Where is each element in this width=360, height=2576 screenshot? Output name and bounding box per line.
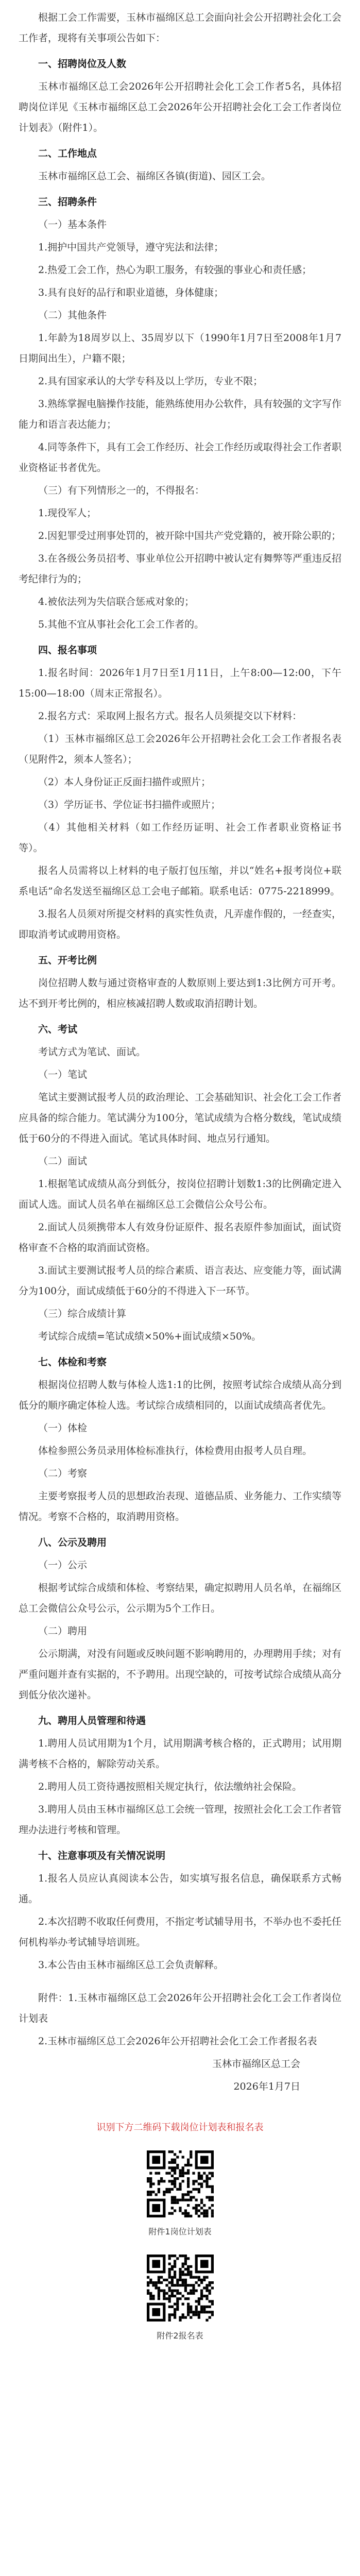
paragraph: 附件：1.玉林市福绵区总工会2026年公开招聘社会化工会工作者岗位计划表	[19, 1992, 341, 2024]
paragraph: （二）聘用	[38, 1625, 88, 1637]
paragraph: （二）考察	[38, 1468, 88, 1479]
paragraph: 笔试主要测试报考人员的政治理论、工会基础知识、社会化工会工作者应具备的综合能力。笔试满分为100分，笔试成绩为合格分数线，笔试成绩低于60分的不得进入面试。笔试具体时间、地点另行通知。	[19, 1092, 342, 1144]
qr-label-1: 附件1岗位计划表	[148, 2227, 212, 2236]
paragraph: （一）基本条件	[38, 219, 107, 230]
paragraph: 2.聘用人员工资待遇按照相关规定执行，依法缴纳社会保险。	[38, 1781, 302, 1792]
paragraph: （二）面试	[38, 1156, 88, 1167]
paragraph: 公示期满，对没有问题或反映问题不影响聘用的，办理聘用手续；对有严重问题并查有实据的，不予聘用。出现空缺的，可按考试综合成绩从高分到低分依次递补。	[19, 1648, 342, 1701]
paragraph: 考试方式为笔试、面试。	[38, 1046, 146, 1058]
announcement-body	[19, 7, 341, 2052]
paragraph: 3.本公告由玉林市福绵区总工会负责解释。	[38, 1959, 224, 1971]
paragraph: 3.聘用人员由玉林市福绵区总工会统一管理，按照社会化工会工作者管理办法进行考核和管理。	[19, 1804, 341, 1836]
paragraph: 3.熟练掌握电脑操作技能，能熟练使用办公软件，具有较强的文字写作能力和语言表达能力；	[19, 398, 341, 430]
paragraph: 1.年龄为18周岁以上、35周岁以下（1990年1月7日至2008年1月7日期间出生），户籍不限；	[19, 332, 341, 364]
qr-code-icon[interactable]	[147, 2255, 214, 2321]
paragraph: 体检参照公务员录用体检标准执行，体检费用由报考人员自理。	[38, 1445, 313, 1456]
section-heading: 八、公示及聘用	[38, 1537, 107, 1548]
paragraph: 3.具有良好的品行和职业道德，身体健康；	[38, 287, 224, 298]
paragraph: 2.热爱工会工作，热心为职工服务，有较强的事业心和责任感；	[38, 264, 312, 276]
paragraph: （二）其他条件	[38, 310, 107, 321]
paragraph: 4.同等条件下，具有工会工作经历、社会工作经历或取得社会工作者职业资格证书者优先。	[19, 442, 341, 473]
paragraph: 岗位招聘人数与通过资格审查的人数原则上要达到1:3比例方可开考。达不到开考比例的，相应核减招聘人数或取消招聘计划。	[19, 977, 341, 1009]
paragraph: 玉林市福绵区总工会2026年公开招聘社会化工会工作者5名，具体招聘岗位详见《玉林市福绵区总工会2026年公开招聘社会化工会工作者岗位计划表》（附件1）。	[19, 81, 341, 133]
section-heading: 一、招聘岗位及人数	[38, 58, 127, 70]
paragraph: 3.面试主要测试报考人员的综合素质、语言表达、应变能力等，面试满分为100分，面试成绩低于60分的不得进入下一环节。	[19, 1265, 341, 1297]
paragraph: 2.玉林市福绵区总工会2026年公开招聘社会化工会工作者报名表	[38, 2036, 317, 2047]
paragraph: 1.现役军人；	[38, 507, 97, 519]
section-heading: 三、招聘条件	[38, 196, 97, 208]
paragraph: 2.因犯罪受过刑事处罚的，被开除中国共产党党籍的，被开除公职的；	[38, 530, 341, 541]
paragraph: 2.本次招聘不收取任何费用，不指定考试辅导用书，不举办也不委托任何机构举办考试辅导培训班。	[19, 1916, 341, 1948]
paragraph: （3）学历证书、学位证书扫描件或照片；	[38, 799, 221, 810]
paragraph: 1.拥护中国共产党领导，遵守宪法和法律；	[38, 242, 224, 253]
qr-block-1	[19, 2150, 341, 2242]
section-heading: 九、聘用人员管理和待遇	[38, 1715, 146, 1726]
paragraph: （2）本人身份证正反面扫描件或照片；	[38, 776, 211, 788]
paragraph: （4）其他相关材料（如工作经历证明、社会工作者职业资格证书等）。	[19, 822, 341, 854]
section-heading: 二、工作地点	[38, 148, 97, 159]
paragraph: 根据工会工作需要，玉林市福绵区总工会面向社会公开招聘社会化工会工作者，现将有关事项公告如下：	[19, 12, 342, 44]
paragraph: 1.报名时间：2026年1月7日至1月11日，上午8:00—12:00，下午15:00—18:00（周末正常报名）。	[19, 667, 341, 699]
paragraph: 4.被依法列为失信联合惩戒对象的；	[38, 596, 195, 607]
section-heading: 七、体检和考察	[38, 1357, 107, 1368]
paragraph: 2.报名方式：采取网上报名方式。报名人员须提交以下材料：	[38, 710, 302, 722]
paragraph: （1）玉林市福绵区总工会2026年公开招聘社会化工会工作者报名表（见附件2，须本人签名）；	[19, 733, 341, 765]
paragraph: （三）有下列情形之一的，不得报名：	[38, 485, 205, 496]
spacer	[19, 1977, 341, 1988]
section-heading: 五、开考比例	[38, 955, 97, 966]
paragraph: 根据考试综合成绩和体检、考察结果，确定拟聘用人员名单，在福绵区总工会微信公众号公示，公示期为5个工作日。	[19, 1582, 342, 1614]
paragraph: 3.报名人员须对所提交材料的真实性负责，凡弄虚作假的，一经查实，即取消考试或聘用资格。	[19, 908, 341, 940]
paragraph: 3.在各级公务员招考、事业单位公开招聘中被认定有舞弊等严重违反招考纪律行为的；	[19, 553, 341, 585]
qr-code-icon[interactable]	[147, 2150, 214, 2217]
paragraph: 5.其他不宜从事社会化工会工作者的。	[38, 619, 204, 630]
paragraph: 考试综合成绩=笔试成绩×50%+面试成绩×50%。	[38, 1331, 262, 1342]
paragraph: 2.面试人员须携带本人有效身份证原件、报名表原件参加面试，面试资格审查不合格的取消面试资格。	[19, 1222, 341, 1253]
paragraph: 主要考察报考人员的思想政治表现、道德品质、业务能力、工作实绩等情况。考察不合格的，取消聘用资格。	[19, 1490, 342, 1522]
paragraph: 1.报名人员应认真阅读本公告，如实填写报名信息，确保联系方式畅通。	[19, 1873, 341, 1905]
paragraph: 根据岗位招聘人数与体检人选1:1的比例，按照考试综合成绩从高分到低分的顺序确定体检人选。考试综合成绩相同的，以面试成绩高者优先。	[19, 1379, 341, 1411]
section-heading: 十、注意事项及有关情况说明	[38, 1850, 166, 1861]
section-heading: 四、报名事项	[38, 645, 97, 656]
section-heading: 六、考试	[38, 1024, 78, 1035]
paragraph: （一）笔试	[38, 1069, 88, 1080]
paragraph: （三）综合成绩计算	[38, 1308, 127, 1319]
qr-label-2: 附件2报名表	[157, 2331, 203, 2341]
signature-org: 玉林市福绵区总工会	[212, 2058, 300, 2070]
signature-date: 2026年1月7日	[233, 2081, 300, 2092]
qr-block-2	[19, 2255, 341, 2346]
download-instruction: 识别下方二维码下载岗位计划表和报名表	[96, 2122, 264, 2133]
paragraph: （一）公示	[38, 1560, 88, 1571]
paragraph: 1.聘用人员试用期为1个月，试用期满考核合格的，正式聘用；试用期满考核不合格的，解除劳动关系。	[19, 1738, 341, 1770]
paragraph: 玉林市福绵区总工会、福绵区各镇(街道)、园区工会。	[38, 171, 271, 182]
paragraph: 报名人员需将以上材料的电子版打包压缩，并以“姓名+报考岗位+联系电话”命名发送至福绵区总工会电子邮箱。联系电话：0775-2218999。	[19, 865, 341, 897]
paragraph: 1.根据笔试成绩从高分到低分，按岗位招聘计划数1:3的比例确定进入面试人选。面试人员名单在福绵区总工会微信公众号公布。	[19, 1178, 341, 1210]
paragraph: （一）体检	[38, 1422, 88, 1434]
paragraph: 2.具有国家承认的大学专科及以上学历，专业不限；	[38, 376, 263, 387]
